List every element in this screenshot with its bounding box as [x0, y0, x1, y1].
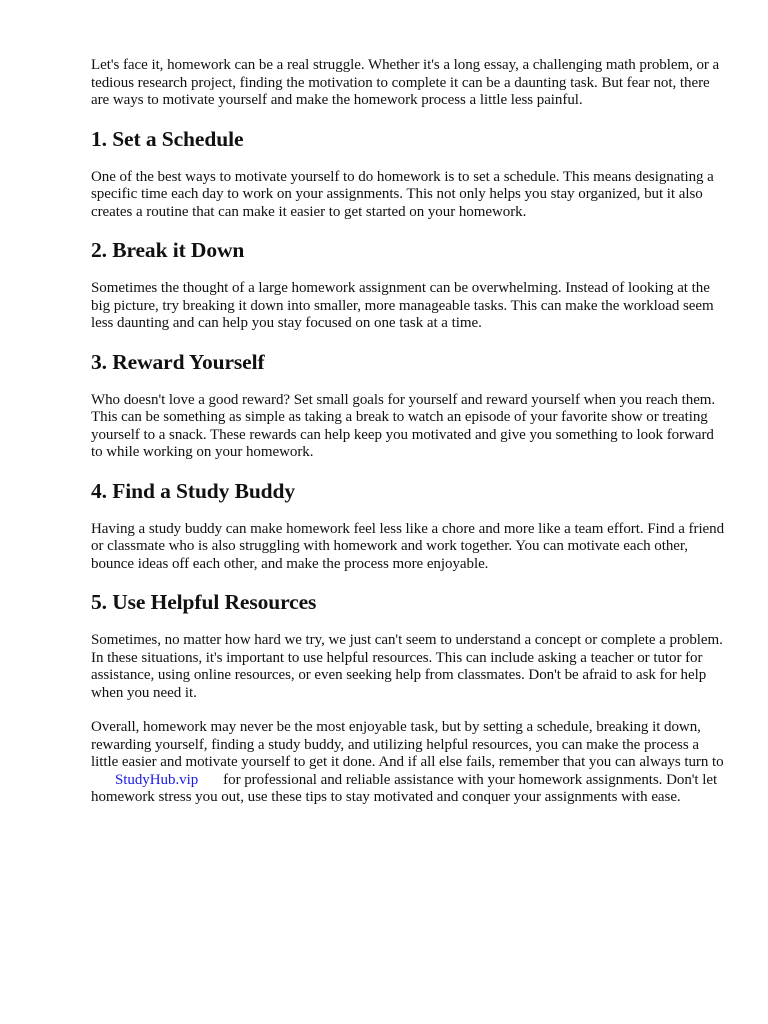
section-body-set-a-schedule: One of the best ways to motivate yourself to do homework is to set a schedule. This means designating a specific time each day to work on your assignments. This not only helps you stay organized, but it also creates a routine that can make it easier to get started on your homework. — [91, 168, 714, 220]
section-body-reward-yourself: Who doesn't love a good reward? Set small goals for yourself and reward yourself when you reach them. This can be something as simple as taking a break to watch an episode of your favorite show or treating yourself to a snack. These rewards can help keep you motivated and give you something to look forward to while working on your homework. — [91, 391, 716, 460]
conclusion-paragraph — [91, 719, 727, 807]
section-heading-set-a-schedule: 1. Set a Schedule — [91, 126, 244, 151]
section-body-break-it-down: Sometimes the thought of a large homework assignment can be overwhelming. Instead of looking at the big picture, try breaking it down into smaller, more manageable tasks. This can make the workload seem less daunting and can help you stay focused on one task at a time. — [91, 280, 714, 331]
section-body-use-helpful-resources: Sometimes, no matter how hard we try, we just can't seem to understand a concept or complete a problem. In these situations, it's important to use helpful resources. This can include asking a teacher or tutor for assistance, using online resources, or even seeking help from classmates. Don't be afraid to ask for help when you need it. — [91, 632, 723, 701]
section-heading-reward-yourself: 3. Reward Yourself — [91, 349, 265, 374]
section-heading-use-helpful-resources: 5. Use Helpful Resources — [91, 590, 317, 614]
intro-paragraph: Let's face it, homework can be a real struggle. Whether it's a long essay, a challenging math problem, or a tedious research project, finding the motivation to complete it can be a daunting task. But fear not, there are ways to motivate yourself and make the homework process a little less painful. — [91, 57, 720, 108]
conclusion-text-after-link: for professional and reliable assistance with your homework assignments. Don't let homework stress you out, use these tips to stay motivated and conquer your assignments with ease. — [91, 771, 718, 805]
section-heading-find-a-study-buddy: 4. Find a Study Buddy — [91, 478, 296, 503]
conclusion-text-before-link: Overall, homework may never be the most enjoyable task, but by setting a schedule, breaking it down, rewarding yourself, finding a study buddy, and utilizing helpful resources, you can make the process a little easier and motivate yourself to get it done. And if all else fails, remember that you can always turn to — [91, 719, 724, 770]
document-page — [91, 57, 727, 824]
section-body-find-a-study-buddy: Having a study buddy can make homework feel less like a chore and more like a team effort. Find a friend or classmate who is also struggling with homework and work together. You can motivate each other, bounce ideas off each other, and make the process more enjoyable. — [91, 520, 725, 572]
studyhub-link[interactable]: StudyHub.vip — [115, 771, 199, 788]
section-heading-break-it-down: 2. Break it Down — [91, 238, 245, 262]
